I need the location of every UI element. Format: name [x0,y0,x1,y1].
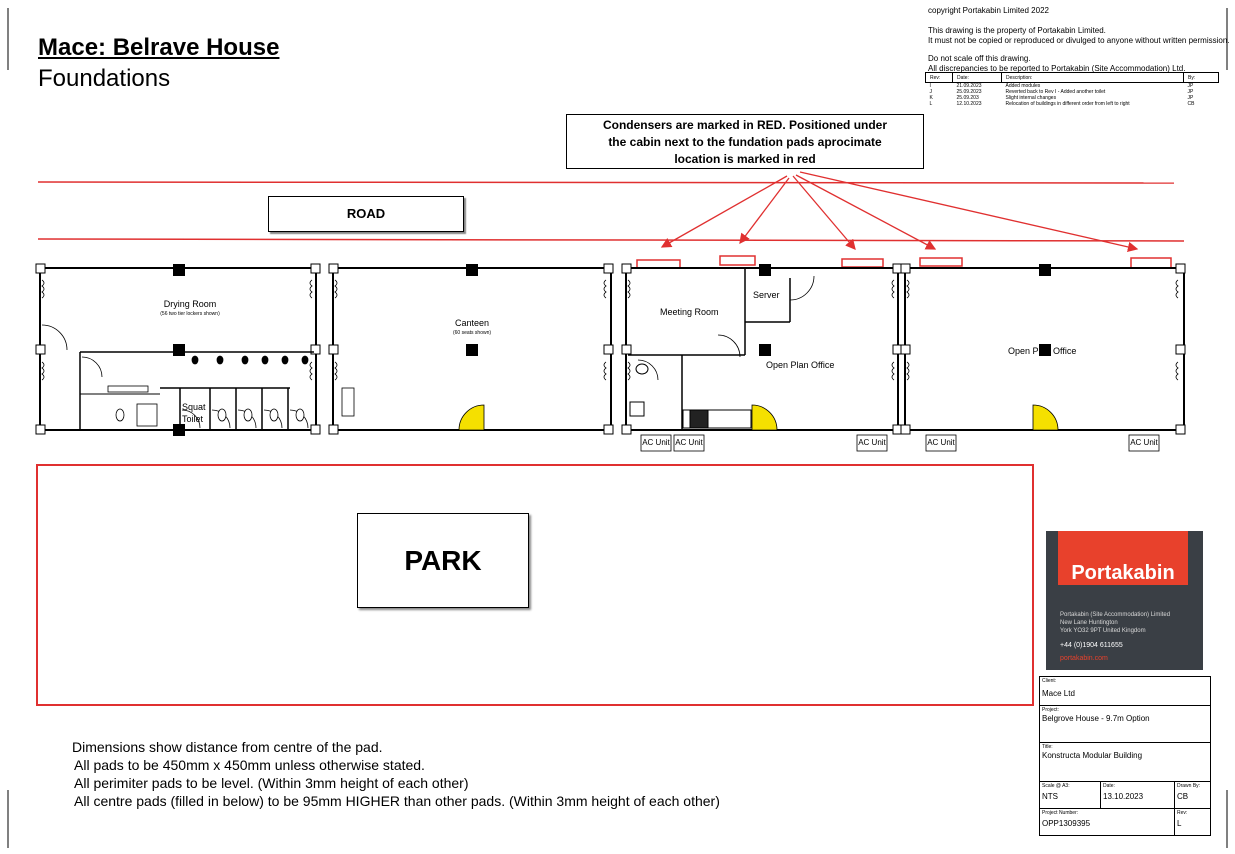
road-label: ROAD [268,196,464,232]
date-label: Date: [1103,783,1115,789]
project-number-label: Project Number: [1042,810,1079,816]
drawing-subtitle: Foundations [38,65,171,92]
title-block-date [1100,781,1175,809]
title-block-scale [1039,781,1101,809]
note-line: All perimiter pads to be level. (Within 3mm height of each other) [74,775,469,791]
copyright-line: Do not scale off this drawing. [928,54,1031,63]
callout-line: the cabin next to the fundation pads aprocimate [608,135,882,149]
address-line: Portakabin (Site Accommodation) Limited [1060,612,1171,618]
room-note-drying-room: (56 two tier lockers shown) [160,311,220,317]
rev-cell: K [929,95,933,101]
date-cell: 25.09.203 [956,95,979,101]
road-edge-line [38,239,1184,241]
drawing-title: Mace: Belrave House [38,34,280,61]
title-label: Title: [1042,744,1053,750]
address-line: York YO32 9PT United Kingdom [1060,628,1146,634]
ac-unit-label: AC Unit [642,438,670,447]
date-value: 13.10.2023 [1103,792,1144,801]
portakabin-logo: Portakabin [1058,531,1188,585]
park-label: PARK [357,513,529,608]
room-label-canteen: Canteen [454,318,490,328]
sanitary-fittings [108,356,354,426]
project-label: Project: [1042,707,1059,713]
room-label-open-plan-office: Open Plan Office [766,360,835,370]
client-label: Client: [1042,678,1057,684]
foundation-notes [72,738,720,810]
description-cell: Slight internal changes [1005,95,1057,101]
callout-line: location is marked in red [674,152,816,166]
condenser-callout [566,114,924,169]
rev-cell: L [929,101,933,107]
rev-label: Rev: [1177,810,1188,816]
note-line: Dimensions show distance from centre of the pad. [72,739,383,755]
callout-line: Condensers are marked in RED. Positioned under [602,118,888,132]
by-header: By: [1184,73,1219,83]
description-cell: Added modules [1005,83,1041,89]
portakabin-logo-panel [1046,531,1203,670]
description-header: Description: [1002,73,1184,83]
rev-cell: I [929,83,931,89]
title-block-client [1039,676,1211,706]
by-cell: JP [1187,95,1194,101]
copyright-line: copyright Portakabin Limited 2022 [928,6,1049,15]
ac-unit-boxes [641,435,1159,451]
date-cell: 25.09.2023 [956,89,982,95]
room-note-canteen: (60 seats shown) [452,330,492,336]
copyright-line: It must not be copied or reproduced or divulged to anyone without written permission. [928,36,1230,45]
title-block-rev [1174,808,1211,836]
project-value: Belgrove House - 9.7m Option [1042,714,1150,723]
scale-label: Scale @ A3: [1042,783,1070,789]
scale-value: NTS [1042,792,1058,801]
park-area [36,464,1034,706]
external-doors [459,405,1058,430]
date-cell: 12.10.2023 [956,101,982,107]
ac-unit-label: AC Unit [675,438,703,447]
copyright-line: This drawing is the property of Portakabin Limited. [928,26,1106,35]
title-block-drawn-by [1174,781,1211,809]
title-value: Konstructa Modular Building [1042,751,1143,760]
project-number-value: OPP1309395 [1042,819,1091,828]
by-cell: CB [1187,101,1195,107]
date-cell: 21.09.2023 [956,83,982,89]
room-label-meeting-room: Meeting Room [660,307,719,317]
address-line: New Lane Huntington [1060,620,1118,626]
room-label-server: Server [753,290,780,300]
rev-value: L [1177,819,1182,828]
company-website: portakabin.com [1060,655,1108,662]
description-cell: Relocation of buildings in different order from left to right [1005,101,1130,107]
copyright-line: All discrepancies to be reported to Portakabin (Site Accommodation) Ltd. [928,64,1186,73]
date-header: Date: [953,73,1002,83]
road-edge-line [38,182,1174,183]
by-cell: JP [1187,83,1194,89]
rev-cell: J [929,89,932,95]
room-label-drying-room: Drying Room [163,299,217,309]
company-phone: +44 (0)1904 611655 [1060,642,1123,649]
title-block-project [1039,705,1211,743]
note-line: All pads to be 450mm x 450mm unless otherwise stated. [74,757,425,773]
ac-unit-label: AC Unit [1130,438,1158,447]
room-label-toilet: Toilet [182,414,204,424]
title-block-project-number [1039,808,1175,836]
room-label-open-plan-office: Open Plan Office [1008,346,1077,356]
ac-unit-label: AC Unit [927,438,955,447]
rev-header: Rev: [926,73,953,83]
by-cell: JP [1187,89,1194,95]
room-label-squat: Squat [182,402,206,412]
note-line: All centre pads (filled in below) to be 95mm HIGHER than other pads. (Within 3mm height of each other) [74,793,720,809]
ac-unit-label: AC Unit [858,438,886,447]
module3-furniture [630,364,751,428]
title-block-title [1039,742,1211,782]
drawn-by-label: Drawn By: [1177,783,1201,789]
client-value: Mace Ltd [1042,689,1075,698]
drawn-by-value: CB [1177,792,1189,801]
description-cell: Reverted back to Rev I - Added another toilet [1005,89,1106,95]
company-address [1060,611,1170,635]
